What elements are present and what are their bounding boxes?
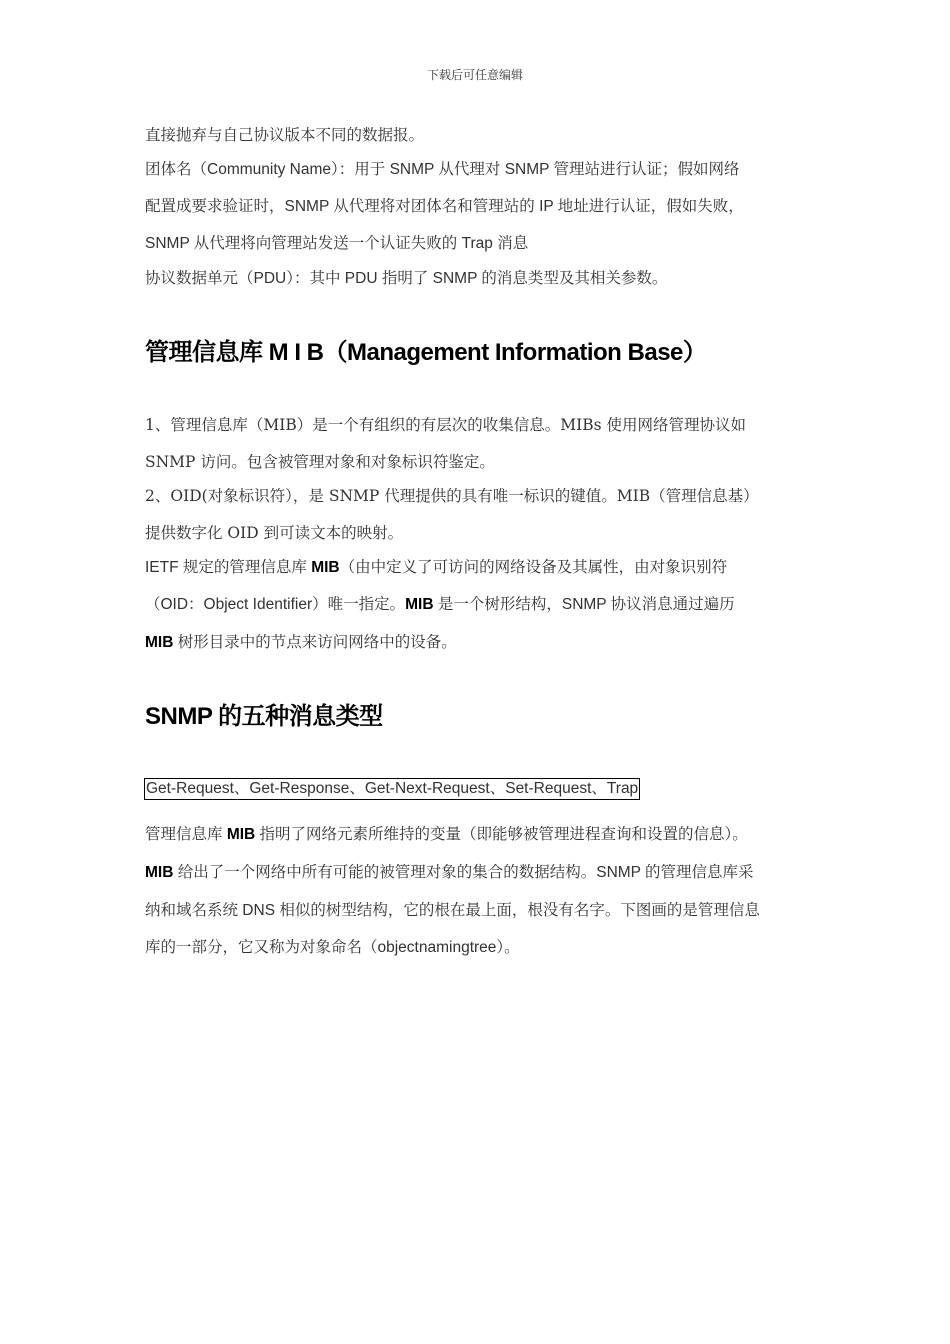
- text-run: 是一个树形结构，SNMP 协议消息通过遍历: [433, 596, 735, 613]
- types-line-3: 纳和域名系统 DNS 相似的树型结构，它的根在最上面，根没有名字。下图画的是管理信息: [145, 902, 760, 919]
- mib-paragraph-3-line-2: [145, 595, 735, 615]
- bold-term-mib: MIB: [405, 596, 434, 613]
- types-line-2: [145, 863, 754, 883]
- text-run: （OID：Object Identifier）唯一指定。: [145, 596, 406, 613]
- intro-line-1: 直接抛弃与自己协议版本不同的数据报。: [145, 127, 425, 144]
- types-line-1: [145, 825, 748, 845]
- section-heading-mib: 管理信息库 M I B（Management Information Base）: [145, 339, 707, 366]
- bold-term-mib: MIB: [145, 634, 174, 651]
- bold-term-mib: MIB: [311, 559, 340, 576]
- mib-paragraph-1-line-2: SNMP 访问。包含被管理对象和对象标识符鉴定。: [145, 453, 495, 471]
- text-run: IETF 规定的管理信息库: [145, 559, 312, 576]
- text-run: 管理信息库: [145, 826, 227, 843]
- mib-paragraph-2-line-2: 提供数字化 OID 到可读文本的映射。: [145, 524, 404, 542]
- intro-line-4: SNMP 从代理将向管理站发送一个认证失败的 Trap 消息: [145, 235, 529, 252]
- page-header: 下载后可任意编辑: [426, 68, 523, 82]
- text-run: （由中定义了可访问的网络设备及其属性，由对象识别符: [339, 559, 728, 576]
- types-line-4: 库的一部分，它又称为对象命名（objectnamingtree）。: [145, 939, 520, 956]
- section-heading-message-types: SNMP 的五种消息类型: [145, 703, 383, 730]
- bold-term-mib: MIB: [145, 864, 174, 881]
- mib-paragraph-3-line-3: [145, 633, 457, 653]
- mib-paragraph-1-line-1: 1、管理信息库（MIB）是一个有组织的有层次的收集信息。MIBs 使用网络管理协议如: [145, 416, 747, 434]
- intro-line-5: 协议数据单元（PDU）：其中 PDU 指明了 SNMP 的消息类型及其相关参数。: [145, 270, 668, 287]
- text-run: 树形目录中的节点来访问网络中的设备。: [173, 634, 457, 651]
- text-run: 给出了一个网络中所有可能的被管理对象的集合的数据结构。SNMP 的管理信息库采: [173, 864, 754, 881]
- mib-paragraph-2-line-1: 2、OID(对象标识符），是 SNMP 代理提供的具有唯一标识的键值。MIB（管理信息基）: [145, 487, 759, 505]
- text-run: 指明了网络元素所维持的变量（即能够被管理进程查询和设置的信息）。: [255, 826, 748, 843]
- mib-paragraph-3-line-1: [145, 558, 727, 578]
- message-types-box: Get-Request、Get-Response、Get-Next-Request、Set-Request、Trap: [144, 778, 640, 800]
- intro-line-2: 团体名（Community Name）：用于 SNMP 从代理对 SNMP 管理站进行认证；假如网络: [145, 161, 740, 178]
- bold-term-mib: MIB: [226, 826, 256, 843]
- intro-line-3: 配置成要求验证时，SNMP 从代理将对团体名和管理站的 IP 地址进行认证，假如失败，: [145, 198, 744, 215]
